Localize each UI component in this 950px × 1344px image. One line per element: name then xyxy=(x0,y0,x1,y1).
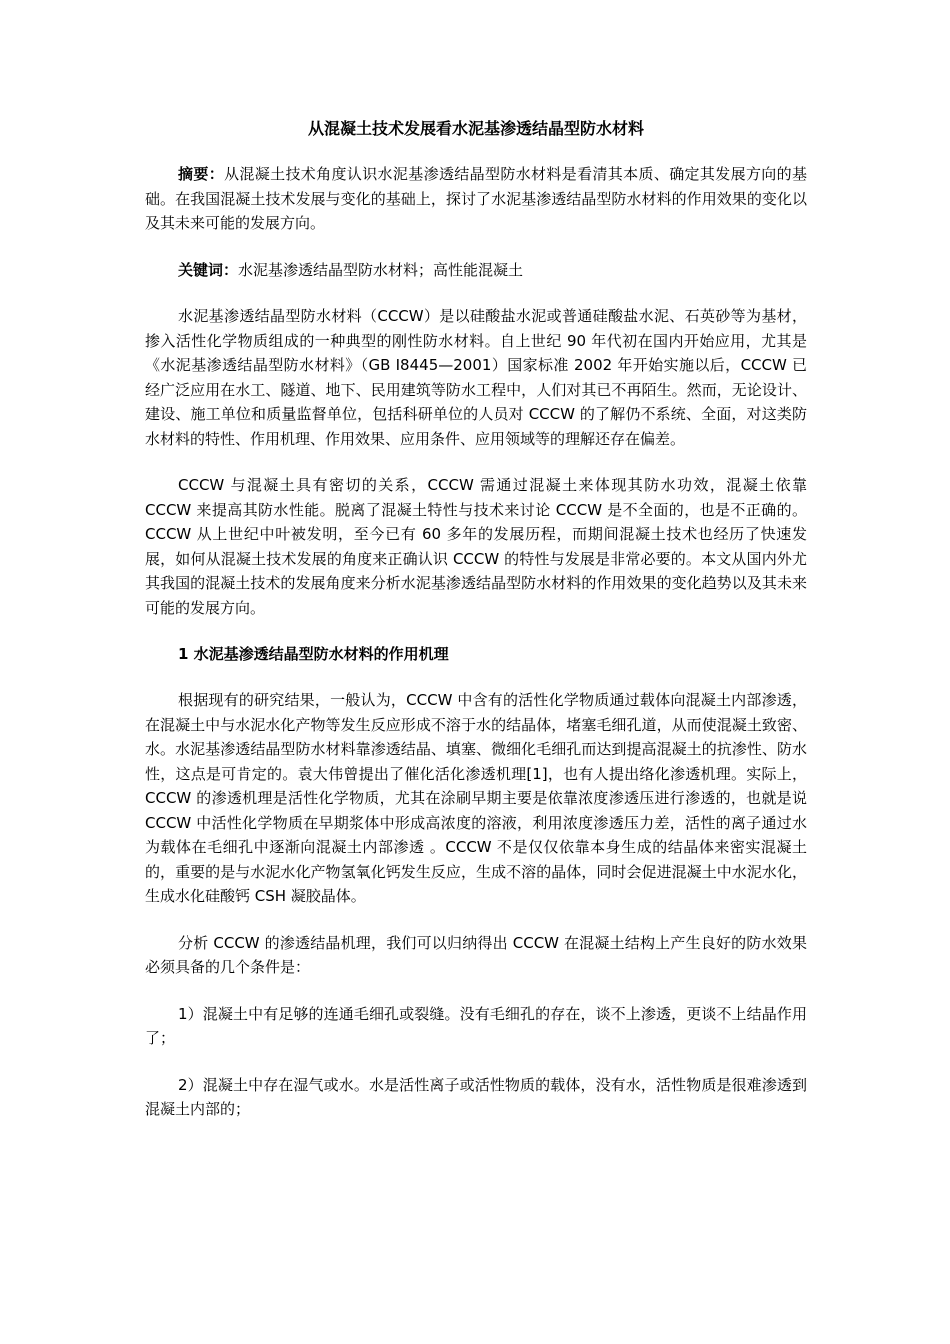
mechanism-paragraph: 根据现有的研究结果，一般认为，CCCW 中含有的活性化学物质通过载体向混凝土内部渗透，在混凝土中与水泥水化产物等发生反应形成不溶于水的结晶体，堵塞毛细孔道，从而使混凝土致密、水。水泥基渗透结晶型防水材料靠渗透结晶、填塞、微细化毛细孔而达到提高混凝土的抗渗性、防水性，这点是可肯定的。袁大伟曾提出了催化活化渗透机理[1]，也有人提出络化渗透机理。实际上，CCCW 的渗透机理是活性化学物质，尤其在涂刷早期主要是依靠浓度渗透压进行渗透的，也就是说 CCCW 中活性化学物质在早期浆体中形成高浓度的溶液，利用浓度渗透压力差，活性的离子通过水为载体在毛细孔中逐渐向混凝土内部渗透 。CCCW 不是仅仅依靠本身生成的结晶体来密实混凝土的，重要的是与水泥水化产物氢氧化钙发生反应，生成不溶的晶体，同时会促进混凝土中水泥水化，生成水化硅酸钙 CSH 凝胶晶体。 xyxy=(145,691,807,905)
condition-2-paragraph: 2）混凝土中存在湿气或水。水是活性离子或活性物质的载体，没有水，活性物质是很难渗透到混凝土内部的； xyxy=(145,1075,807,1118)
condition-1-paragraph: 1）混凝土中有足够的连通毛细孔或裂缝。没有毛细孔的存在，谈不上渗透，更谈不上结晶作用了； xyxy=(145,1004,807,1047)
keywords-paragraph xyxy=(145,258,807,283)
abstract-paragraph xyxy=(145,162,807,236)
section-1-heading: 1 水泥基渗透结晶型防水材料的作用机理 xyxy=(178,645,449,663)
abstract-text: 从混凝土技术角度认识水泥基渗透结晶型防水材料是看清其本质、确定其发展方向的基础。在我国混凝土技术发展与变化的基础上，探讨了水泥基渗透结晶型防水材料的作用效果的变化以及其未来可能的发展方向。 xyxy=(145,165,807,232)
intro-paragraph-2: CCCW 与混凝土具有密切的关系，CCCW 需通过混凝土来体现其防水功效，混凝土依靠 CCCW 来提高其防水性能。脱离了混凝土特性与技术来讨论 CCCW 是不全面的，也是不正确的。CCCW 从上世纪中叶被发明，至今已有 60 多年的发展历程，而期间混凝土技术也经历了快速发展，如何从混凝土技术发展的角度来正确认识 CCCW 的特性与发展是非常必要的。本文从国内外尤其我国的混凝土技术的发展角度来分析水泥基渗透结晶型防水材料的作用效果的变化趋势以及其未来可能的发展方向。 xyxy=(145,476,807,617)
document-title: 从混凝土技术发展看水泥基渗透结晶型防水材料 xyxy=(307,119,644,138)
intro-paragraph-1: 水泥基渗透结晶型防水材料（CCCW）是以硅酸盐水泥或普通硅酸盐水泥、石英砂等为基材，掺入活性化学物质组成的一种典型的刚性防水材料。自上世纪 90 年代初在国内开始应用，尤其是《水泥基渗透结晶型防水材料》（GB I8445—2001）国家标准 2002 年开始实施以后，CCCW 已经广泛应用在水工、隧道、地下、民用建筑等防水工程中，人们对其已不再陌生。然而，无论设计、建设、施工单位和质量监督单位，包括科研单位的人员对 CCCW 的了解仍不系统、全面，对这类防水材料的特性、作用机理、作用效果、应用条件、应用领域等的理解还存在偏差。 xyxy=(145,307,807,448)
conditions-intro-paragraph: 分析 CCCW 的渗透结晶机理，我们可以归纳得出 CCCW 在混凝土结构上产生良好的防水效果必须具备的几个条件是： xyxy=(145,933,807,976)
keywords-label: 关键词： xyxy=(178,260,239,279)
keywords-text: 水泥基渗透结晶型防水材料；高性能混凝土 xyxy=(238,260,524,279)
document-body xyxy=(145,118,807,1144)
abstract-label: 摘要： xyxy=(178,165,225,183)
